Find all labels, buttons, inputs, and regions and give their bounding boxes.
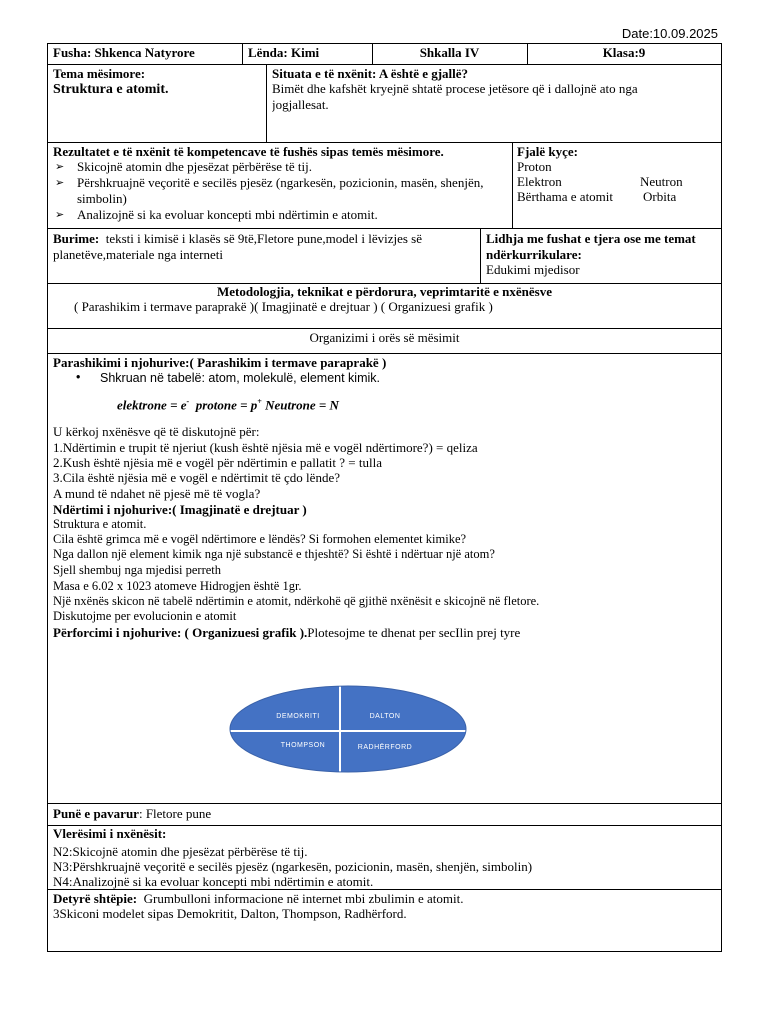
keyword-nucleus: Bërthama e atomit bbox=[517, 189, 614, 204]
homework-line2: 3Skiconi modelet sipas Demokritit, Dalton, Thompson, Radhërford. bbox=[53, 906, 407, 921]
bullet-dot: • bbox=[76, 370, 81, 384]
prediction-title: Parashikimi i njohurive:( Parashikim i termave paraprakë ) bbox=[53, 355, 387, 370]
build-line: Një nxënës skicon në tabelë ndërtimin e atomit, ndërkohë që gjithë nxënësit e skicojnë në fletore. bbox=[53, 594, 540, 608]
build-line: Diskutojme per evolucionin e atomit bbox=[53, 609, 237, 623]
independent-work bbox=[53, 806, 211, 822]
result-item: ➢ Skicojnë atomin dhe pjesëzat përbërëse të tij. bbox=[53, 159, 508, 175]
quadrant-label: RADHËRFORD bbox=[357, 744, 413, 751]
date-label: Date:10.09.2025 bbox=[621, 26, 718, 41]
build-line: Masa e 6.02 x 1023 atomeve Hidrogjen është 1gr. bbox=[53, 579, 302, 593]
level-label: Shkalla IV bbox=[419, 45, 480, 60]
build-line: Sjell shembuj nga mjedisi perreth bbox=[53, 563, 222, 577]
keyword-electron: Elektron bbox=[517, 174, 562, 189]
keyword-neutron: Neutron bbox=[640, 174, 683, 189]
subject-label: Lënda: Kimi bbox=[248, 45, 320, 60]
links-label: Lidhja me fushat e tjera ose me temat ndërkurrikulare: bbox=[486, 231, 696, 262]
homework bbox=[53, 891, 463, 907]
field-label: Fusha: Shkenca Natyrore bbox=[53, 45, 195, 60]
quadrant-label: THOMPSON bbox=[280, 742, 326, 749]
quadrant-bottom-left bbox=[228, 732, 339, 774]
formula-proton: protone = p bbox=[195, 397, 258, 413]
bullet-text: Shkruan në tabelë: atom, molekulë, element kimik. bbox=[100, 371, 380, 385]
assessment-item: N3:Përshkruajnë veçoritë e secilës pjesëz (ngarkesën, pozicionin, masën, shenjën, simbolin) bbox=[53, 859, 533, 874]
results-label: Rezultatet e të nxënit të kompetencave të fushës sipas temës mësimore. bbox=[53, 144, 444, 159]
build-line: Struktura e atomit. bbox=[53, 517, 147, 531]
assessment-item: N2:Skicojnë atomin dhe pjesëzat përbërëse të tij. bbox=[53, 844, 308, 859]
keyword-proton: Proton bbox=[517, 159, 552, 174]
keyword-orbit: Orbita bbox=[643, 189, 677, 204]
assessment-item: N4:Analizojnë si ka evoluar koncepti mbi ndërtimin e atomit. bbox=[53, 874, 374, 889]
independent-work-label: Punë e pavarur bbox=[53, 806, 139, 821]
formula-proton-charge: + bbox=[257, 397, 262, 406]
quadrant-bottom-right bbox=[341, 732, 468, 774]
homework-label: Detyrë shtëpie: bbox=[53, 891, 138, 906]
resources-value: teksti i kimisë i klasës së 9të,Fletore pune,model i lëvizjes së planetëve,materiale nga interneti bbox=[53, 231, 422, 262]
resources-text bbox=[53, 231, 473, 263]
question-4: A mund të ndahet në pjesë më të vogla? bbox=[53, 486, 261, 501]
situation-label: Situata e të nxënit: A është e gjallë? bbox=[272, 66, 469, 81]
build-line: Nga dallon një element kimik nga një substancë e thjeshtë? Si është i ndërtuar një atom? bbox=[53, 547, 495, 561]
topic-label: Tema mësimore: bbox=[53, 66, 146, 81]
particle-formula bbox=[117, 397, 339, 413]
homework-text: Grumbulloni informacione në internet mbi zbulimin e atomit. bbox=[143, 891, 464, 906]
formula-neutron: Neutrone = N bbox=[265, 397, 339, 413]
build-line: Cila është grimca më e vogël ndërtimore e lëndës? Si formohen elementet kimike? bbox=[53, 532, 467, 546]
quadrant-label: DEMOKRITI bbox=[276, 713, 320, 720]
keywords-label: Fjalë kyçe: bbox=[517, 144, 579, 159]
reinforce-line bbox=[53, 625, 520, 641]
question-3: 3.Cila është njësia më e vogël e ndërtimit të çdo lënde? bbox=[53, 470, 340, 485]
discussion-intro: U kërkoj nxënësve që të diskutojnë për: bbox=[53, 424, 260, 439]
grade-label: Klasa:9 bbox=[602, 45, 646, 60]
reinforce-title: Përforcimi i njohurive: ( Organizuesi grafik ). bbox=[53, 625, 308, 640]
build-title: Ndërtimi i njohurive:( Imagjinatë e drejtuar ) bbox=[53, 502, 307, 517]
links-text: Edukimi mjedisor bbox=[486, 262, 580, 277]
quadrant-top-left bbox=[228, 684, 339, 730]
results-list bbox=[53, 159, 508, 223]
result-item: ➢ Analizojnë si ka evoluar koncepti mbi ndërtimin e atomit. bbox=[53, 207, 508, 223]
topic-value: Struktura e atomit. bbox=[53, 82, 169, 97]
question-1: 1.Ndërtimin e trupit të njeriut (kush është njësia më e vogël ndërtimore?) = qeliza bbox=[53, 440, 478, 455]
result-item: ➢ Përshkruajnë veçoritë e secilës pjesëz (ngarkesën, pozicionin, masën, shenjën, simbolin) bbox=[53, 175, 508, 207]
assessment-label: Vlerësimi i nxënësit: bbox=[53, 826, 167, 841]
situation-text: Bimët dhe kafshët kryejnë shtatë procese jetësore që i dallojnë ato nga jogjallesat. bbox=[272, 81, 638, 112]
reinforce-text: Plotesojme te dhenat per secIlin prej tyre bbox=[307, 625, 521, 640]
graphic-organizer bbox=[228, 684, 468, 774]
organization-label: Organizimi i orës së mësimit bbox=[309, 330, 460, 345]
formula-electron: elektrone = e bbox=[117, 397, 187, 413]
question-2: 2.Kush është njësia më e vogël për ndërtimin e pallatit ? = tulla bbox=[53, 455, 382, 470]
independent-work-text: : Fletore pune bbox=[138, 806, 212, 821]
methodology-text: ( Parashikim i termave paraprakë )( Imagjinatë e drejtuar ) ( Organizuesi grafik ) bbox=[74, 299, 493, 314]
methodology-label: Metodologjia, teknikat e përdorura, veprimtaritë e nxënësve bbox=[216, 284, 553, 299]
quadrant-label: DALTON bbox=[369, 713, 401, 720]
formula-electron-charge: - bbox=[186, 397, 190, 406]
resources-label: Burime: bbox=[53, 231, 100, 246]
